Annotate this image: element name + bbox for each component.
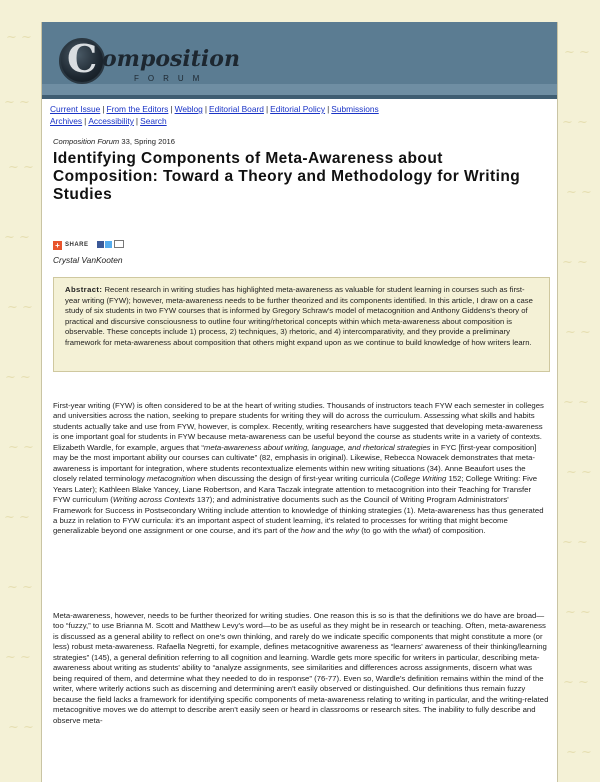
- background-pattern: ~ ~ ~ ~ ~ ~ ~ ~ ~ ~ ~ ~ ~ ~ ~ ~ ~ ~ ~ ~ ~ ~: [562, 45, 592, 760]
- logo-icon[interactable]: [59, 38, 105, 84]
- nav-link-editorial-policy[interactable]: Editorial Policy: [270, 104, 326, 114]
- site-banner: [42, 22, 557, 99]
- issue-line: [53, 137, 175, 146]
- nav-link-from-the-editors[interactable]: From the Editors: [106, 104, 169, 114]
- share-widget[interactable]: [53, 239, 124, 251]
- logo-wordmark[interactable]: omposition: [102, 46, 240, 72]
- nav-link-accessibility[interactable]: Accessibility: [88, 116, 134, 126]
- journal-name: Composition Forum: [53, 137, 120, 146]
- abstract-text: Recent research in writing studies has highlighted meta-awareness as valuable for student learning in courses such as first-year writing (FYW); however, meta-awareness needs to be further theorized and its components identified. In this article, I draw on a case study of six students in two FYW courses that is informed by Gregory Schraw's model of metacognition and Anthony Giddens's theory of practical and discursive consciousness to outline four writing/rhetorical concepts within which meta-awareness about composition is observable. These concepts include 1) process, 2) techniques, 3) rhetoric, and 4) intercomparativity, and they provide a preliminary framework for meta-awareness about composition that others might expand upon as we continue to build knowledge of how writers learn.: [65, 285, 533, 347]
- plus-icon[interactable]: +: [53, 241, 62, 250]
- body-paragraph: Meta-awareness, however, needs to be further theorized for writing studies. One reason this is so is that the definitions we do have are broad—too “fuzzy,” to use Brianna M. Scott and Matthew Levy's word—to be as useful as they might be in research or teaching. Often, meta-awareness is discussed as a general ability to reflect on one's own thinking, and rarely do we indicate specific components that might constitute a more (or less) robust meta-awareness. Rafaella Negretti, for example, defines metacognitive awareness as “learners' awareness of their thinking/learning strategies” (145), a general definition referring to all cognition and learning. Wardle gets more specific for writers in particular, describing meta-awareness about writing as students' ability to “analyze assignments, see similarities and differences across assignments, discern what was being required of them, and determine what they needed to do in response” (76-77). Even so, Wardle's definition remains within the mind of the writer, where writerly actions such as discerning and determining aren't easily observed or distinguished. Our definitions thus remain fuzzy because the field lacks a framework for identifying specific components of meta-awareness relating to writing in particular, and the writing-related metacognitive moves we do attempt to describe aren't easily seen or heard in classrooms or research sites. The inability to fully describe and observe meta-: [53, 611, 549, 725]
- article-title: Identifying Components of Meta-Awareness about Composition: Toward a Theory and Methodology for Writing Studies: [53, 150, 521, 203]
- background-pattern: ~ ~ ~ ~ ~ ~ ~ ~ ~ ~ ~ ~ ~ ~ ~ ~ ~ ~ ~ ~ ~ ~: [4, 30, 34, 735]
- nav-link-current-issue[interactable]: Current Issue: [50, 104, 101, 114]
- email-icon[interactable]: [114, 240, 124, 248]
- abstract-box: [53, 277, 550, 372]
- logo-subtitle: FORUM: [134, 74, 209, 83]
- twitter-icon[interactable]: [105, 241, 112, 248]
- social-icons[interactable]: [97, 240, 125, 250]
- nav-link-search[interactable]: Search: [140, 116, 167, 126]
- share-label[interactable]: SHARE: [65, 242, 89, 248]
- nav-link-editorial-board[interactable]: Editorial Board: [209, 104, 264, 114]
- nav-link-archives[interactable]: Archives: [50, 116, 83, 126]
- nav-link-submissions[interactable]: Submissions: [331, 104, 379, 114]
- abstract-label: Abstract:: [65, 285, 103, 294]
- article-author: Crystal VanKooten: [53, 255, 123, 265]
- page-container: [41, 22, 558, 782]
- issue-number: 33, Spring 2016: [119, 137, 175, 146]
- body-paragraph: First-year writing (FYW) is often considered to be at the heart of writing studies. Thousands of instructors teach FYW each semester in colleges and universities across the nation, seeking to prepare students for writing they will do across the curriculum. Assessing what skills and habits students actually take and use from FYW, however, is complex. Recently, writing researchers have suggested that developing meta-awareness is one important goal for students in FYW because meta-awareness can be useful beyond the course as students write in a variety of contexts. Elizabeth Wardle, for example, argues that “meta-awareness about writing, language, and rhetorical strategies in FYC [first-year composition] may be the most important ability our courses can cultivate” (82, emphasis in original). Likewise, Rebecca Nowacek demonstrates that meta-awareness is important for integration, where students recontextualize elements within new writing situations (34). Anne Beaufort uses the closely related terminology metacognition when discussing the design of first-year writing curricula (College Writing 152; College Writing: Five Years Later); Kathleen Blake Yancey, Liane Robertson, and Kara Taczak integrate attention to metacognition into their Teaching for Transfer FYW curriculum (Writing across Contexts 137); and administrative documents such as the Council of Writing Program Administrators' Framework for Success in Postsecondary Writing include attention to knowledge of thinking strategies (1). Meta-awareness has thus generated a buzz in relation to FYW curricula: it's an important aspect of student learning, it's related to processes for writing that might become generalizable beyond one assignment or one course, and it's part of the how and the why (to go with the what) of composition.: [53, 401, 544, 536]
- facebook-icon[interactable]: [97, 241, 104, 248]
- site-navigation: Current Issue | From the Editors | Weblog | Editorial Board | Editorial Policy | Submissions Archives | Accessibility | Search: [50, 104, 379, 126]
- nav-link-weblog[interactable]: Weblog: [174, 104, 203, 114]
- banner-stripe: [42, 84, 557, 95]
- logo-initial: C: [67, 36, 98, 81]
